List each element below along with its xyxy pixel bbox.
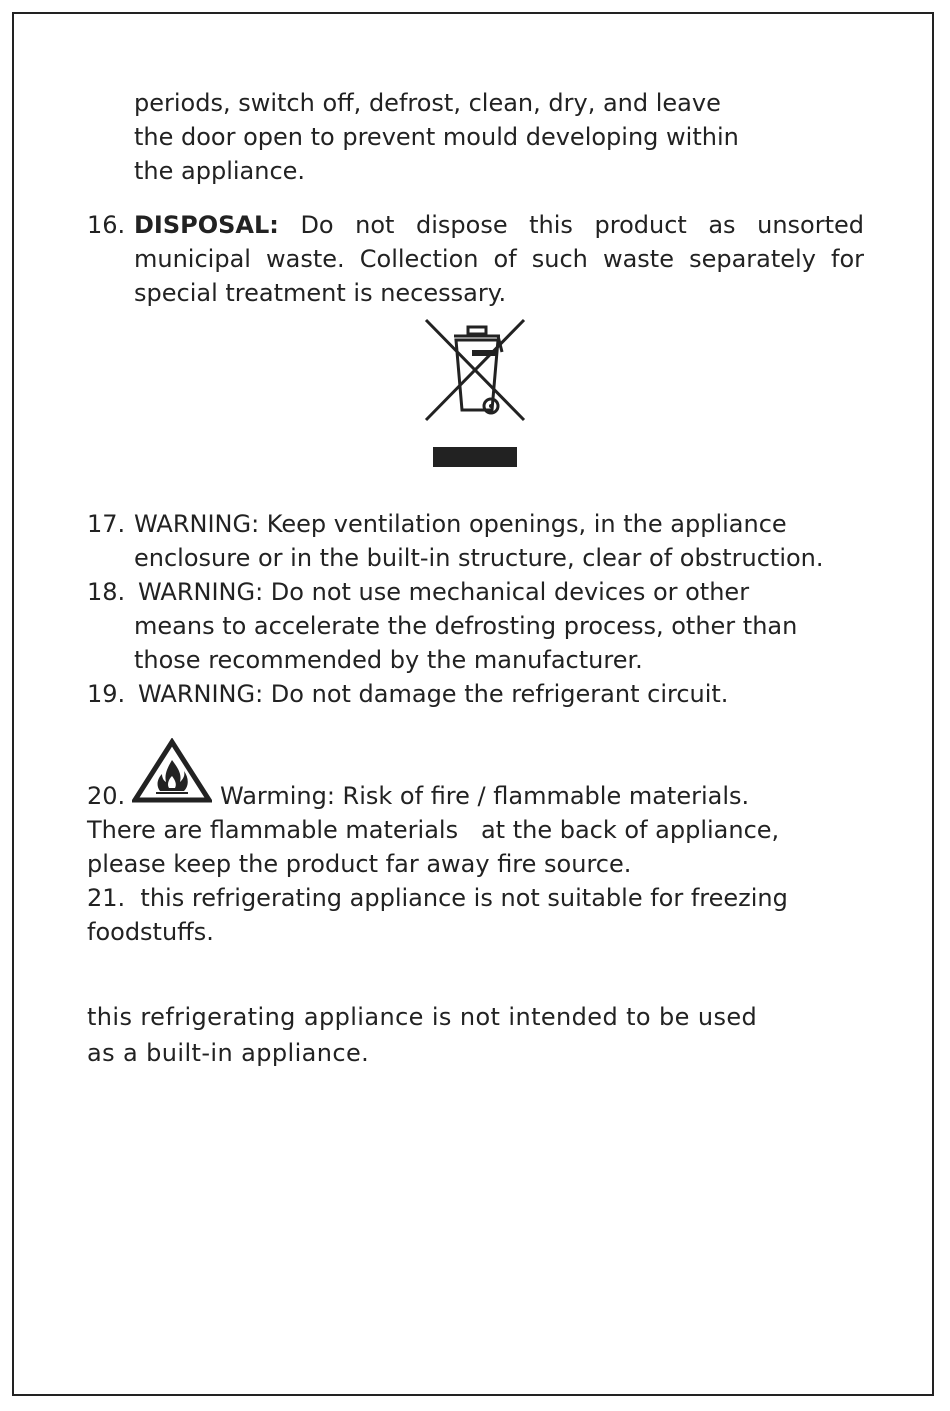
item-20-number: 20. — [87, 782, 126, 810]
item-20-line-2: There are flammable materials at the back of appliance, — [87, 816, 780, 844]
item-17-line-1: WARNING: Keep ventilation openings, in the appliance — [134, 510, 787, 538]
item-18-line-2: means to accelerate the defrosting process, other than — [134, 612, 798, 640]
item-21-line-2: foodstuffs. — [87, 918, 214, 946]
crossed-out-wheelie-bin-icon — [420, 316, 530, 472]
note-line-1: this refrigerating appliance is not intended to be used — [87, 1003, 758, 1031]
continuation-line-1: periods, switch off, defrost, clean, dry, and leave — [134, 89, 721, 117]
item-17-line-2: enclosure or in the built-in structure, clear of obstruction. — [134, 544, 824, 572]
flammable-warning-triangle-icon — [132, 738, 212, 804]
item-20-title: Warming: Risk of fire / flammable materials. — [220, 782, 750, 810]
item-16-number: 16. — [87, 211, 126, 239]
item-18-line-1: WARNING: Do not use mechanical devices or other — [138, 578, 750, 606]
item-20-line-3: please keep the product far away fire source. — [87, 850, 632, 878]
item-16-line-1: DISPOSAL: Do not dispose this product as unsorted — [134, 211, 864, 239]
item-16-text — [134, 208, 864, 310]
continuation-line-3: the appliance. — [134, 157, 306, 185]
item-19-text: WARNING: Do not damage the refrigerant circuit. — [138, 680, 729, 708]
item-21-line-1: 21. this refrigerating appliance is not suitable for freezing — [87, 884, 788, 912]
note-line-2: as a built-in appliance. — [87, 1039, 370, 1067]
item-16-line-3: special treatment is necessary. — [134, 279, 507, 307]
item-18-number: 18. — [87, 578, 126, 606]
item-19-number: 19. — [87, 680, 126, 708]
continuation-line-2: the door open to prevent mould developing within — [134, 123, 739, 151]
item-18-line-3: those recommended by the manufacturer. — [134, 646, 643, 674]
item-17-number: 17. — [87, 510, 126, 538]
item-16-line-2: municipal waste. Collection of such waste separately for — [134, 245, 864, 273]
item-16-heading: DISPOSAL: — [134, 211, 279, 239]
